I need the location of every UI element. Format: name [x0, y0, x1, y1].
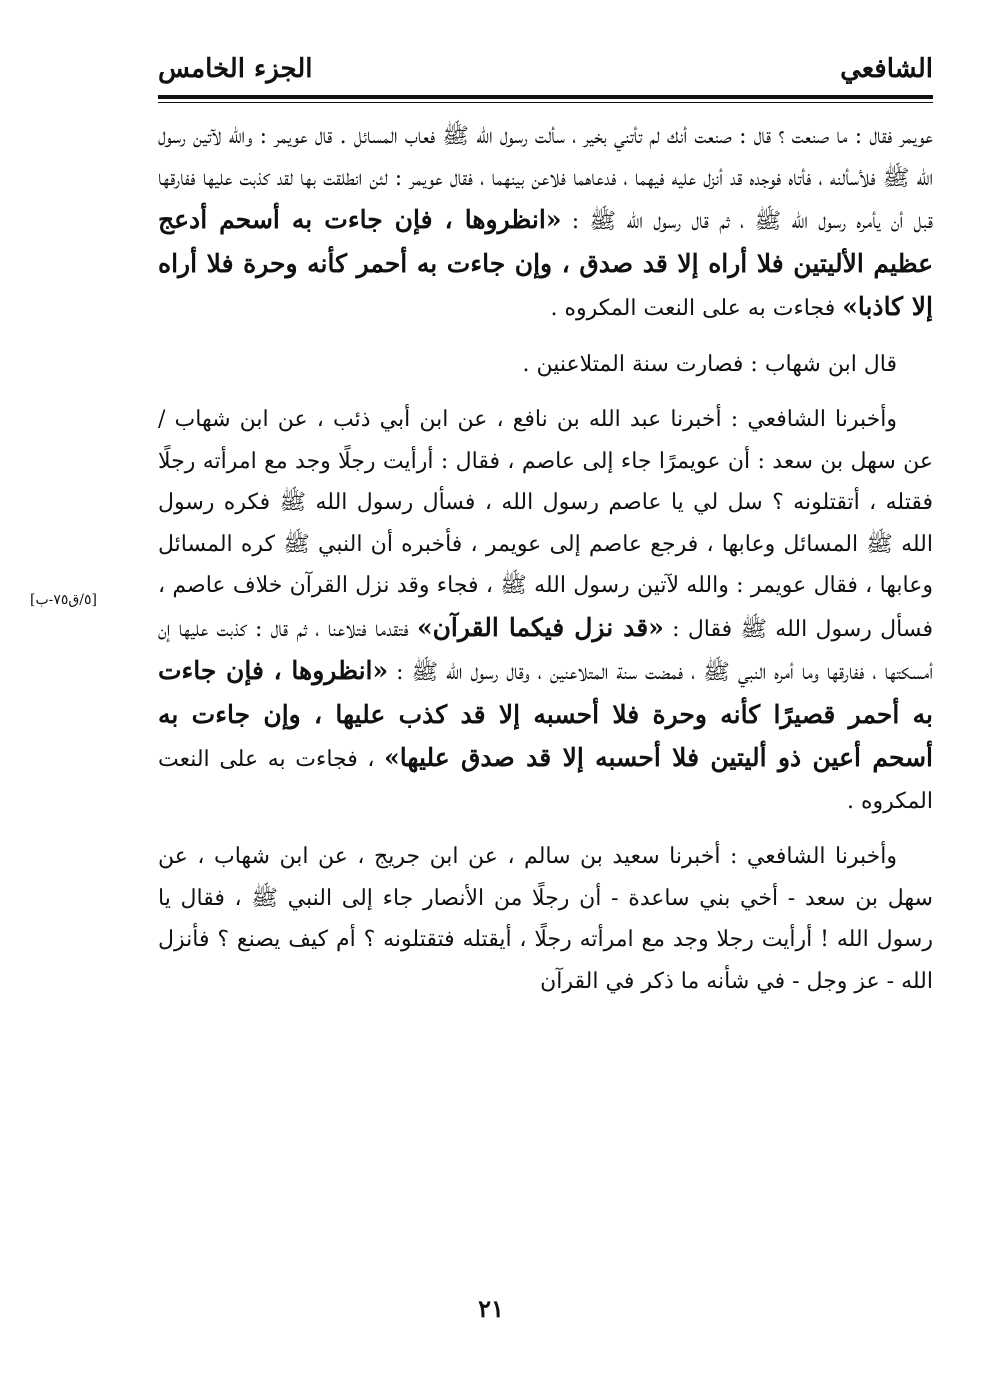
paragraph-1-text: عويمر فقال : ما صنعت ؟ قال : صنعت أنك لم تأتني بخير ، سألت رسول الله ﷺ فعاب المسائل . قال عويمر : والله لآتين رسول الله ﷺ فلأسألنه ، فأتاه فوجده قد أنزل عليه فيهما ، فدعاهما فلاعن بينهما ، فقال عويمر : لئن انطلقت بها لقد كذبت عليها ففارقها قبل أن يأمره رسول الله ﷺ ، ثم قال رسول الله ﷺ : [158, 124, 933, 234]
page-number: ٢١ [478, 1294, 504, 1323]
paragraph-1 [158, 116, 933, 330]
paragraph-3-hadith-quote-1: «قد نزل فيكما القرآن» [416, 612, 664, 642]
paragraph-1-ending: فجاءت به على النعت المكروه . [550, 296, 843, 321]
book-title: الشافعي [840, 54, 933, 84]
paragraph-2: قال ابن شهاب : فصارت سنة المتلاعنين . [522, 351, 897, 377]
paragraph-3 [158, 399, 933, 822]
manuscript-folio-reference: [٥/ق٧٥-ب] [30, 592, 98, 608]
paragraph-3-ending: ، فجاءت به على النعت المكروه . [158, 747, 933, 814]
paragraph-3-hadith-quote-2: «انظروها ، فإن جاءت به أحمر قصيرًا كأنه وحرة فلا أحسبه إلا قد كذب عليها ، وإن جاءت به أسحم أعين ذو أليتين فلا أحسبه إلا قد صدق عليها» [158, 656, 933, 772]
header-rule-thick [158, 95, 933, 99]
paragraph-1-hadith-quote: «انظروها ، فإن جاءت به أسحم أدعج عظيم الأليتين فلا أراه إلا قد صدق ، وإن جاءت به أحمر كأنه وحرة فلا أراه إلا كاذبا» [158, 205, 933, 321]
header-rule-thin [158, 102, 933, 103]
page-body [158, 116, 933, 1002]
paragraph-4: وأخبرنا الشافعي : أخبرنا سعيد بن سالم ، عن ابن جريج ، عن ابن شهاب ، عن سهل بن سعد - أخي بني ساعدة - أن رجلًا من الأنصار جاء إلى النبي ﷺ ، فقال يا رسول الله ! أرأيت رجلا وجد مع امرأته رجلًا ، أيقتله فتقتلونه ؟ أم كيف يصنع ؟ فأنزل الله - عز وجل - في شأنه ما ذكر في القرآن [158, 844, 933, 994]
part-title: الجزء الخامس [158, 54, 313, 84]
running-header [158, 52, 933, 96]
paragraph-3-text: وأخبرنا الشافعي : أخبرنا عبد الله بن نافع ، عن ابن أبي ذئب ، عن ابن شهاب / عن سهل بن سعد : أن عويمرًا جاء إلى عاصم ، فقال : أرأيت رجلًا وجد مع امرأته رجلًا فقتله ، أتقتلونه ؟ سل لي يا عاصم رسول الله ، فسأل رسول الله ﷺ فكره رسول الله ﷺ المسائل وعابها ، فرجع عاصم إلى عويمر ، فأخبره أن النبي ﷺ كره المسائل وعابها ، فقال عويمر : والله لآتين رسول الله ﷺ ، فجاء وقد نزل القرآن خلاف عاصم ، فسأل رسول الله ﷺ فقال : [158, 407, 933, 642]
paragraph-3-middle: فتقدما فتلاعنا ، ثم قال : كذبت عليها إن أمسكتها ، ففارقها وما أمره النبي ﷺ ، فمضت سنة المتلاعنين ، وقال رسول الله ﷺ : [158, 616, 933, 685]
